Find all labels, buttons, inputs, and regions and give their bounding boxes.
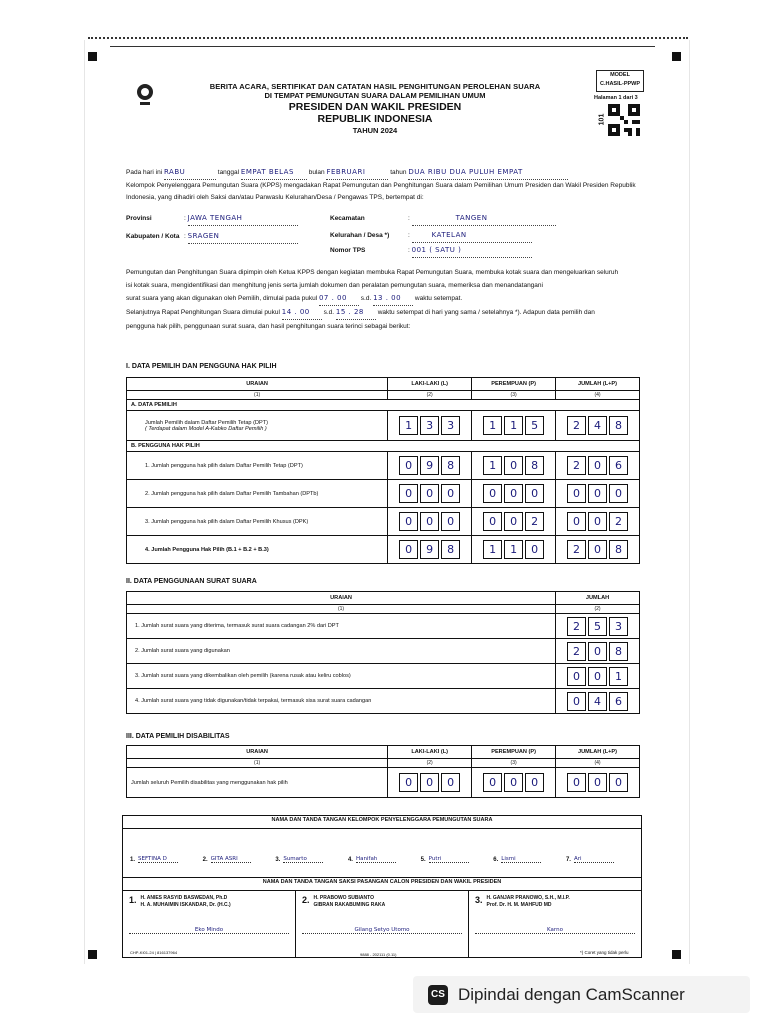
process-line-4-pre: Selanjutnya Rapat Penghitungan Suara dimulai pukul	[126, 309, 280, 316]
saksi-signer-name: Eko Mindo	[129, 927, 289, 934]
s3-col-l: LAKI-LAKI (L)	[388, 746, 472, 759]
saksi-number: 2.	[302, 895, 310, 905]
tps-value: 001 ( SATU )	[412, 244, 532, 258]
provinsi-row: Provinsi : JAWA TENGAH	[126, 212, 298, 226]
s2-col-uraian: URAIAN	[127, 592, 556, 605]
process-line-2: isi kotak suara, mengidentifikasi dan menghitung jenis serta jumlah dokumen dan peralatan pemungutan suara, memeriksa dan menandatangani	[126, 282, 543, 289]
kpps-number: 6.	[493, 857, 499, 863]
title-line-2: DI TEMPAT PEMUNGUTAN SUARA DALAM PEMILIHAN UMUM	[264, 91, 486, 100]
digit-box: 8	[441, 540, 460, 559]
model-box	[596, 70, 644, 92]
s2-row-2-label: 2. Jumlah surat suara yang digunakan	[127, 639, 556, 664]
s1-idx-4: (4)	[556, 391, 640, 400]
digit-box: 4	[588, 692, 607, 711]
kpps-signer-name: GITA ASRI	[211, 842, 251, 863]
digit-box: 2	[567, 540, 586, 559]
kpps-signature	[203, 842, 269, 863]
process-line-4-post: waktu setempat di hari yang sama / setelahnya *). Adapun data pemilih dan	[377, 309, 595, 316]
kpps-signer-name: Ari	[574, 842, 614, 863]
count-end: 15 . 28	[336, 306, 376, 320]
b3-p-digits	[472, 512, 555, 531]
kpps-number: 4.	[347, 857, 353, 863]
digit-box: 0	[609, 773, 628, 792]
b1-p-digits	[472, 456, 555, 475]
dpt-p-digits	[472, 416, 555, 435]
digit-box: 0	[441, 512, 460, 531]
kecamatan-value: TANGEN	[412, 212, 556, 226]
title-line-1: BERITA ACARA, SERTIFIKAT DAN CATATAN HASIL PENGHITUNGAN PEROLEHAN SUARA	[209, 82, 541, 91]
kpps-signature	[130, 842, 196, 863]
digit-box: 0	[483, 512, 502, 531]
b4-l-digits	[388, 540, 471, 559]
saksi-title: NAMA DAN TANDA TANGAN SAKSI PASANGAN CALON PRESIDEN DAN WAKIL PRESIDEN	[123, 878, 642, 891]
kabupaten-value: SRAGEN	[188, 230, 298, 244]
digit-box: 8	[609, 416, 628, 435]
table-section-2	[126, 591, 640, 714]
s2-row-2-digits	[556, 642, 639, 661]
corner-mark-tl	[88, 52, 97, 61]
digit-box: 0	[504, 773, 523, 792]
row-b3-label: 3. Jumlah pengguna hak pilih dalam Daftar Pemilih Khusus (DPK)	[127, 508, 388, 536]
s1-col-l: LAKI-LAKI (L)	[388, 378, 472, 391]
tps-label: Nomor TPS	[330, 247, 366, 254]
form-header	[140, 82, 610, 135]
title-line-5: TAHUN 2024	[352, 126, 398, 135]
dpt-l-digits	[388, 416, 471, 435]
process-paragraph	[126, 266, 646, 333]
saksi-cell	[296, 891, 469, 958]
process-line-1: Pemungutan dan Penghitungan Suara dipimpin oleh Ketua KPPS dengan kegiatan membuka Rapat Pemungutan Suara, membuka kotak suara dan mengeluarkan seluruh	[126, 269, 619, 276]
digit-box: 0	[441, 773, 460, 792]
table-section-1	[126, 377, 640, 564]
intro-paragraph: Kelompok Penyelenggara Pemungutan Suara (KPPS) mengadakan Rapat Pemungutan dan Penghitungan Suara dalam Pemilihan Umum Presiden dan Wakil Presiden Republik Indonesia, yang dihadiri oleh Saksi dan/atau Panwaslu Kelurahan/Desa / Pengawas TPS, bertempat di:	[126, 182, 636, 201]
day-value: RABU	[164, 166, 216, 180]
kpps-number: 3.	[275, 857, 281, 863]
s3-idx-3: (3)	[472, 759, 556, 768]
digit-box: 1	[609, 667, 628, 686]
kecamatan-label: Kecamatan	[330, 215, 365, 222]
dpt-jml-digits	[556, 416, 639, 435]
qr-code-icon	[608, 104, 640, 136]
digit-box: 9	[420, 456, 439, 475]
s2-row-3-digits	[556, 667, 639, 686]
table-section-3	[126, 745, 640, 798]
digit-box: 6	[609, 692, 628, 711]
month-label: bulan	[308, 169, 325, 176]
digit-box: 0	[588, 512, 607, 531]
s2-col-jml: JUMLAH	[556, 592, 640, 605]
s1-idx-1: (1)	[127, 391, 388, 400]
tps-row: Nomor TPS : 001 ( SATU )	[330, 244, 532, 258]
b3-l-digits	[388, 512, 471, 531]
s3-col-uraian: URAIAN	[127, 746, 388, 759]
digit-box: 0	[588, 773, 607, 792]
digit-box: 0	[399, 773, 418, 792]
saksi-candidate-1: H. ANIES RASYID BASWEDAN, Ph.D	[140, 895, 228, 901]
digit-box: 0	[588, 484, 607, 503]
digit-box: 0	[504, 456, 523, 475]
digit-box: 0	[525, 540, 544, 559]
s2-idx-1: (1)	[127, 605, 556, 614]
b2-jml-digits	[556, 484, 639, 503]
kpps-signature	[275, 842, 341, 863]
digit-box: 0	[441, 484, 460, 503]
process-line-5: pengguna hak pilih, penggunaan surat suara, dan hasil penghitungan suara terinci sebagai berikut:	[126, 323, 411, 330]
digit-box: 0	[609, 484, 628, 503]
digit-box: 0	[399, 540, 418, 559]
kpps-number: 7.	[565, 857, 571, 863]
digit-box: 0	[588, 642, 607, 661]
row-dpt-label	[127, 411, 388, 441]
kelurahan-label: Kelurahan / Desa *)	[330, 232, 390, 239]
saksi-cell	[469, 891, 642, 958]
saksi-number: 3.	[475, 895, 483, 905]
digit-box: 5	[525, 416, 544, 435]
saksi-candidate-2: GIBRAN RAKABUMING RAKA	[313, 902, 386, 908]
s3-l-digits	[388, 773, 471, 792]
provinsi-label: Provinsi	[126, 215, 152, 222]
time-end: 13 . 00	[373, 292, 413, 306]
digit-box: 0	[567, 512, 586, 531]
month-value: FEBRUARI	[326, 166, 388, 180]
digit-box: 1	[483, 416, 502, 435]
footer-code: CHP-KI01-24 | 816137964	[130, 950, 178, 955]
digit-box: 0	[567, 692, 586, 711]
digit-box: 5	[588, 617, 607, 636]
saksi-row	[123, 891, 642, 958]
digit-box: 9	[420, 540, 439, 559]
year-value: DUA RIBU DUA PULUH EMPAT	[408, 166, 568, 180]
top-rule	[110, 46, 655, 47]
page-info: Halaman 1 dari 3	[594, 95, 638, 101]
kpps-number: 2.	[202, 857, 208, 863]
s3-idx-2: (2)	[388, 759, 472, 768]
group-a-label: A. DATA PEMILIH	[127, 400, 640, 411]
b3-jml-digits	[556, 512, 639, 531]
section-3-title: III. DATA PEMILIH DISABILITAS	[126, 733, 230, 740]
title-line-3: PRESIDEN DAN WAKIL PRESIDEN	[288, 101, 462, 113]
saksi-candidate-2: Prof. Dr. H. M. MAHFUD MD	[486, 902, 552, 908]
s2-row-4-label: 4. Jumlah surat suara yang tidak digunakan/tidak terpakai, termasuk sisa surat suara cadangan	[127, 689, 556, 714]
corner-mark-br	[672, 950, 681, 959]
title-line-4: REPUBLIK INDONESIA	[317, 113, 433, 125]
digit-box: 8	[609, 642, 628, 661]
kpps-number: 5.	[420, 857, 426, 863]
row-b1-label: 1. Jumlah pengguna hak pilih dalam Daftar Pemilih Tetap (DPT)	[127, 452, 388, 480]
s3-row-label: Jumlah seluruh Pemilih disabilitas yang menggunakan hak pilih	[127, 768, 388, 798]
digit-box: 0	[525, 773, 544, 792]
digit-box: 0	[399, 512, 418, 531]
section-2-title: II. DATA PENGGUNAAN SURAT SUARA	[126, 578, 257, 585]
s1-idx-2: (2)	[388, 391, 472, 400]
digit-box: 0	[525, 484, 544, 503]
camscanner-badge	[413, 976, 750, 1013]
provinsi-value: JAWA TENGAH	[188, 212, 298, 226]
s3-col-p: PEREMPUAN (P)	[472, 746, 556, 759]
digit-box: 8	[525, 456, 544, 475]
b1-l-digits	[388, 456, 471, 475]
digit-box: 2	[609, 512, 628, 531]
kpps-title: NAMA DAN TANDA TANGAN KELOMPOK PENYELENGGARA PEMUNGUTAN SUARA	[123, 816, 642, 829]
kpps-signature	[348, 842, 414, 863]
row-dpt-line-1: Jumlah Pemilih dalam Daftar Pemilih Tetap (DPT)	[145, 419, 269, 426]
digit-box: 2	[525, 512, 544, 531]
kpps-signer-name: SEFTINA D	[138, 842, 178, 863]
digit-box: 6	[609, 456, 628, 475]
process-line-3-pre: surat suara yang akan digunakan oleh Pemilih, dimulai pada pukul	[126, 295, 318, 302]
s2-row-1-label: 1. Jumlah surat suara yang diterima, termasuk surat suara cadangan 2% dari DPT	[127, 614, 556, 639]
digit-box: 2	[567, 642, 586, 661]
kecamatan-row: Kecamatan : TANGEN	[330, 212, 556, 226]
digit-box: 8	[441, 456, 460, 475]
kpps-signer-name: Lismi	[501, 842, 541, 863]
digit-box: 0	[588, 456, 607, 475]
saksi-candidate-2: H. A. MUHAIMIN ISKANDAR, Dr. (H.C.)	[140, 902, 231, 908]
digit-box: 0	[483, 484, 502, 503]
b1-jml-digits	[556, 456, 639, 475]
digit-box: 1	[504, 416, 523, 435]
digit-box: 8	[609, 540, 628, 559]
digit-box: 3	[609, 617, 628, 636]
digit-box: 0	[588, 667, 607, 686]
digit-box: 0	[504, 484, 523, 503]
year-label: tahun	[390, 169, 407, 176]
kpps-list	[124, 830, 640, 863]
model-code: C.HASIL-PPWP	[599, 81, 641, 87]
signature-table	[122, 815, 642, 958]
s2-row-3-label: 3. Jumlah surat suara yang dikembalikan oleh pemilih (karena rusak atau keliru coblos)	[127, 664, 556, 689]
s3-p-digits	[472, 773, 555, 792]
b2-p-digits	[472, 484, 555, 503]
process-line-4-mid: s.d.	[323, 309, 335, 316]
camscanner-text: Dipindai dengan CamScanner	[458, 984, 685, 1004]
s2-row-1-digits	[556, 617, 639, 636]
kpps-number: 1.	[130, 857, 136, 863]
digit-box: 0	[588, 540, 607, 559]
digit-box: 3	[441, 416, 460, 435]
intro-line	[126, 166, 568, 180]
s3-idx-4: (4)	[556, 759, 640, 768]
model-label: MODEL	[610, 72, 630, 78]
s2-idx-2: (2)	[556, 605, 640, 614]
b4-p-digits	[472, 540, 555, 559]
b2-l-digits	[388, 484, 471, 503]
count-start: 14 . 00	[282, 306, 322, 320]
kpps-signature	[566, 842, 632, 863]
footer-center: 9888 - 202111 (0.11)	[360, 952, 397, 957]
digit-box: 1	[483, 456, 502, 475]
process-line-3-mid: s.d.	[360, 295, 372, 302]
saksi-signer-name: Gilang Setyo Utomo	[302, 927, 462, 934]
date-label: tanggal	[217, 169, 240, 176]
qr-number: 101	[598, 113, 606, 126]
date-value: EMPAT BELAS	[241, 166, 307, 180]
kelurahan-value: KATELAN	[412, 229, 532, 243]
top-dotted-border	[88, 37, 688, 39]
corner-mark-bl	[88, 950, 97, 959]
kpps-signature-row	[123, 829, 642, 878]
digit-box: 2	[567, 416, 586, 435]
digit-box: 3	[420, 416, 439, 435]
digit-box: 0	[567, 484, 586, 503]
digit-box: 0	[399, 484, 418, 503]
row-b4-label: 4. Jumlah Pengguna Hak Pilih (B.1 + B.2 + B.3)	[127, 536, 388, 564]
digit-box: 1	[399, 416, 418, 435]
digit-box: 0	[567, 667, 586, 686]
kpps-signer-name: Sumarto	[283, 842, 323, 863]
kpps-signature	[493, 842, 559, 863]
saksi-number: 1.	[129, 895, 137, 905]
corner-mark-tr	[672, 52, 681, 61]
digit-box: 2	[567, 456, 586, 475]
kabupaten-row: Kabupaten / Kota : SRAGEN	[126, 230, 298, 244]
digit-box: 1	[504, 540, 523, 559]
s3-col-jml: JUMLAH (L+P)	[556, 746, 640, 759]
digit-box: 0	[483, 773, 502, 792]
section-1-title: I. DATA PEMILIH DAN PENGGUNA HAK PILIH	[126, 363, 277, 370]
digit-box: 0	[420, 512, 439, 531]
digit-box: 0	[420, 484, 439, 503]
saksi-candidate-1: H. PRABOWO SUBIANTO	[313, 895, 374, 901]
digit-box: 0	[420, 773, 439, 792]
row-b2-label: 2. Jumlah pengguna hak pilih dalam Daftar Pemilih Tambahan (DPTb)	[127, 480, 388, 508]
s1-col-uraian: URAIAN	[127, 378, 388, 391]
kelurahan-row: Kelurahan / Desa *) : KATELAN	[330, 229, 532, 243]
b4-jml-digits	[556, 540, 639, 559]
process-line-4	[126, 306, 646, 320]
saksi-signer-name: Karno	[475, 927, 635, 934]
digit-box: 0	[504, 512, 523, 531]
digit-box: 2	[567, 617, 586, 636]
s1-idx-3: (3)	[472, 391, 556, 400]
kpps-signer-name: Putri	[429, 842, 469, 863]
digit-box: 4	[588, 416, 607, 435]
digit-box: 0	[399, 456, 418, 475]
digit-box: 0	[567, 773, 586, 792]
s1-col-p: PEREMPUAN (P)	[472, 378, 556, 391]
camscanner-icon: CS	[428, 985, 448, 1005]
kpps-signer-name: Hanifah	[356, 842, 396, 863]
kabupaten-label: Kabupaten / Kota	[126, 233, 180, 240]
row-dpt-line-2: ( Terdapat dalam Model A-Kabko Daftar Pemilih )	[145, 425, 267, 432]
s2-row-4-digits	[556, 692, 639, 711]
kpps-signature	[421, 842, 487, 863]
saksi-cell	[123, 891, 296, 958]
s1-col-jml: JUMLAH (L+P)	[556, 378, 640, 391]
day-label: Pada hari ini	[126, 169, 163, 176]
process-line-3	[126, 292, 646, 306]
group-b-label: B. PENGGUNA HAK PILIH	[127, 441, 640, 452]
footer-note: *) Coret yang tidak perlu	[580, 950, 629, 955]
saksi-candidate-1: H. GANJAR PRANOWO, S.H., M.I.P.	[486, 895, 570, 901]
s3-idx-1: (1)	[127, 759, 388, 768]
digit-box: 1	[483, 540, 502, 559]
time-start: 07 . 00	[319, 292, 359, 306]
process-line-3-post: waktu setempat.	[414, 295, 463, 302]
s3-jml-digits	[556, 773, 639, 792]
